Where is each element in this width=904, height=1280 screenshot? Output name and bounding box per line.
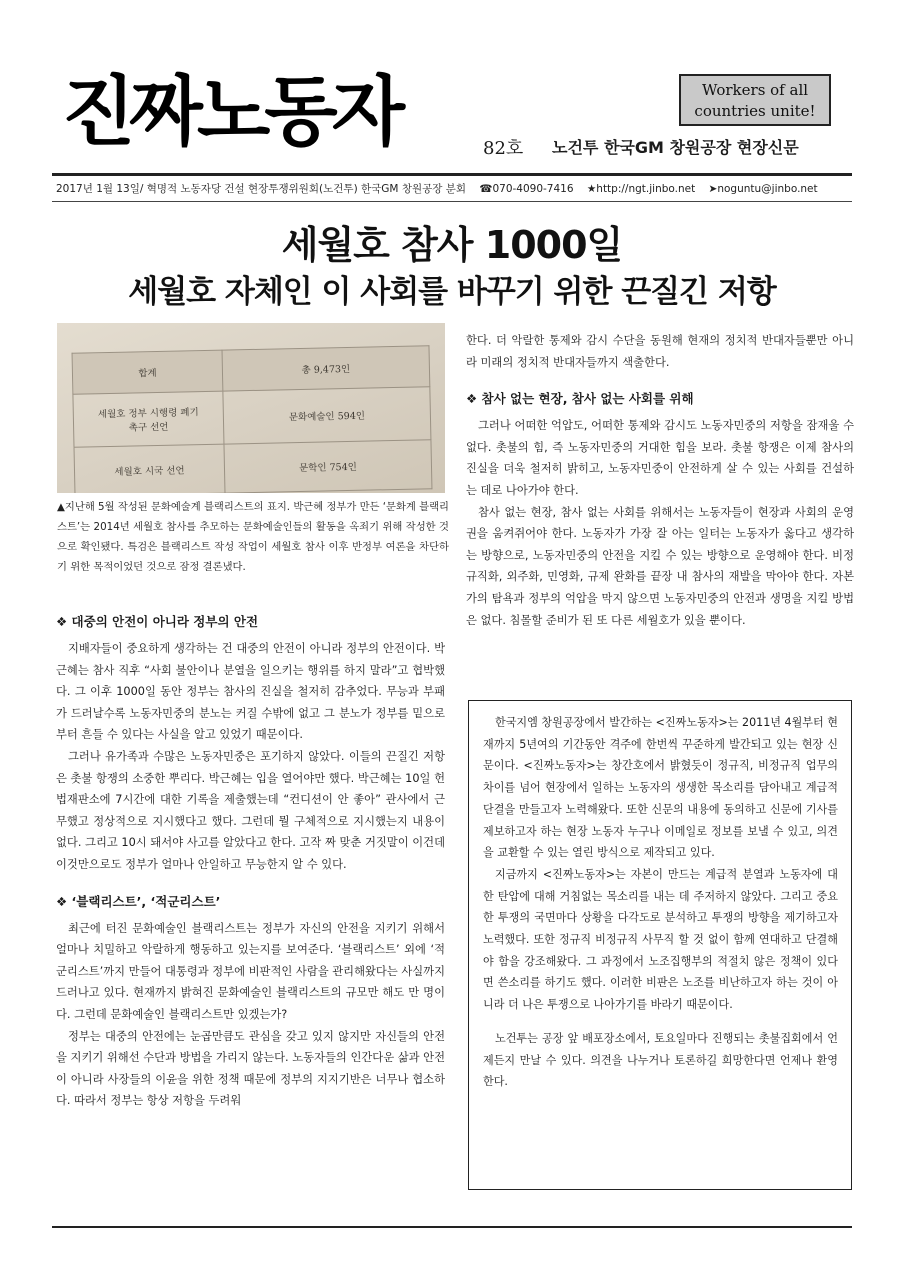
paper-name: 노건투 한국GM 창원공장 현장신문 — [552, 138, 799, 157]
paragraph: 그러나 유가족과 수많은 노동자민중은 포기하지 않았다. 이들의 끈질긴 저항은 촛불 항쟁의 소중한 뿌리다. 박근혜는 입을 열어야만 했다. 박근혜는 10일 헌법재판소에 7시간에 대한 기록을 제출했는데 “컨디션이 안 좋아” 관사에서 근무했고 정상적으로 지시했다고 했다. 그런데 뭘 구체적으로 지시했는지 내용이 없다. 그리고 10시 돼서야 사고를 알았다고 한다. 고작 짜 맞춘 거짓말이 이건데 이것만으로도 정부가 얼마나 안일하고 무능한지 알 수 있다. — [56, 749, 445, 871]
table-cell: 세월호 시국 선언 — [74, 444, 225, 493]
paragraph: 노건투는 공장 앞 배포장소에서, 토요일마다 진행되는 촛불집회에서 언제든지 만날 수 있다. 의견을 나누거나 토론하길 희망한다면 언제나 환영한다. — [483, 1031, 838, 1089]
about-notice-box — [468, 700, 852, 1190]
section-title: ❖ ‘블랙리스트’, ‘적군리스트’ — [56, 893, 221, 909]
bottom-rule — [52, 1226, 852, 1228]
email-link[interactable]: ➤noguntu@jinbo.net — [708, 183, 818, 195]
slogan-line-2: countries unite! — [694, 102, 816, 120]
info-rule — [52, 201, 852, 202]
masthead-title: 진짜노동자 — [62, 67, 400, 156]
paragraph: 지배자들이 중요하게 생각하는 건 대중의 안전이 아니라 정부의 안전이다. 박근혜는 참사 직후 “사회 불안이나 분열을 일으키는 행위를 하지 말라”고 협박했다. 그 이후 1000일 동안 정부는 참사의 진실을 철저히 감추었다. 무능과 부패가 드러날수록 노동자민중의 분노는 커질 수밖에 없고 그 분노가 정부를 밑으로부터 흔들 수 있다는 사실을 알고 있었기 때문이다. — [56, 642, 445, 742]
paragraph: 한다. 더 악랄한 통제와 감시 수단을 동원해 현재의 정치적 반대자들뿐만 아니라 미래의 정치적 반대자들까지 색출한다. — [466, 334, 854, 369]
top-rule — [52, 173, 852, 176]
section-title: ❖ 대중의 안전이 아니라 정부의 안전 — [56, 614, 259, 629]
right-column — [466, 330, 854, 631]
blacklist-photo — [57, 323, 445, 493]
blacklist-table — [72, 345, 433, 493]
website-link[interactable]: ★http://ngt.jinbo.net — [586, 183, 696, 195]
paragraph: 정부는 대중의 안전에는 눈곱만큼도 관심을 갖고 있지 않지만 자신들의 안전을 지키기 위해선 수단과 방법을 가리지 않는다. 노동자들의 인간다운 삶과 안전이 아니라 사장들의 이윤을 위한 정책 때문에 정부의 지지기반은 너무나 협소하다. 따라서 정부는 항상 저항을 두려워 — [56, 1029, 445, 1108]
subheadline: 세월호 자체인 이 사회를 바꾸기 위한 끈질긴 저항 — [128, 274, 776, 310]
paragraph: 최근에 터진 문화예술인 블랙리스트는 정부가 자신의 안전을 지키기 위해서 얼마나 치밀하고 악랄하게 행동하고 있는지를 보여준다. ‘블랙리스트’ 외에 ‘적군리스트’까지 만들어 대통령과 정부에 비판적인 사람을 관리해왔다는 사실까지 드러나고 있다. 현재까지 밝혀진 문화예술인 블랙리스트의 규모만 해도 만 명이다. 그런데 문화예술인 블랙리스트만 있겠는가? — [56, 921, 445, 1021]
table-cell: 총 9,473인 — [222, 346, 430, 391]
paragraph: 한국지엠 창원공장에서 발간하는 <진짜노동자>는 2011년 4월부터 현재까지 5년여의 기간동안 격주에 한번씩 꾸준하게 발간되고 있는 현장 신문이다. <진짜노동자>는 창간호에서 밝혔듯이 정규직, 비정규직 업무의 차이를 넘어 현장에서 일하는 노동자의 생생한 목소리를 담아내고 계급적 단결을 만들고자 노력해왔다. 또한 신문의 내용에 동의하고 신문에 기사를 제보하고자 하는 현장 노동자 누구나 이메일로 정보를 보낼 수 있고, 의견을 교환할 수 있는 열린 방식으로 제작되고 있다. — [483, 716, 838, 860]
table-cell-line: 세월호 정부 시행령 폐기 — [97, 407, 199, 421]
slogan-line-1: Workers of all — [701, 81, 809, 99]
slogan-box — [679, 74, 831, 126]
info-line — [56, 181, 856, 196]
table-cell — [73, 391, 224, 447]
date-organization: 2017년 1월 13일/ 혁명적 노동자당 건설 현장투쟁위원회(노건투) 한국GM 창원공장 분회 — [56, 183, 467, 195]
paragraph: 참사 없는 현장, 참사 없는 사회를 위해서는 노동자들이 현장과 사회의 운영권을 움켜쥐어야 한다. 노동자가 가장 잘 아는 일터는 노동자가 옳다고 생각하는 방향으로, 노동자민중의 안전을 지킬 수 있는 방향으로 운영해야 한다. 비정규직화, 외주화, 민영화, 규제 완화를 끝장 내 참사의 재발을 막아야 한다. 자본가의 탐욕과 정부의 억압을 막지 않으면 노동자민중의 안전과 생명을 지킬 방법은 없다. 침몰할 준비가 된 또 다른 세월호가 있을 뿐이다. — [466, 505, 854, 627]
paragraph: 그러나 어떠한 억압도, 어떠한 통제와 감시도 노동자민중의 저항을 잠재울 수 없다. 촛불의 힘, 즉 노동자민중의 거대한 힘을 보라. 촛불 항쟁은 이제 참사의 진실을 더욱 철저히 밝히고, 노동자민중이 안전하게 살 수 있는 사회를 건설하는 데로 나아가야 한다. — [466, 419, 854, 497]
table-cell: 문학인 754인 — [224, 440, 432, 493]
left-column — [56, 612, 445, 1112]
table-cell: 합계 — [72, 350, 223, 394]
paragraph: 지금까지 <진짜노동자>는 자본이 만드는 계급적 분열과 노동자에 대한 탄압에 대해 거침없는 목소리를 내는 데 주저하지 않았다. 그리고 중요한 투쟁의 국면마다 상황을 다각도로 분석하고 투쟁의 방향을 제기하고자 노력했다. 또한 정규직 비정규직 사무직 할 것 없이 함께 연대하고 단결해야 함을 강조해왔다. 그 과정에서 노조집행부의 적절치 않은 정책이 있다면 쓴소리를 하기도 했다. 이러한 비판은 노조를 비난하고자 하는 것이 아니라 더 나은 투쟁으로 나아가기를 바라기 때문이다. — [483, 867, 838, 1012]
section-title: ❖ 참사 없는 현장, 참사 없는 사회를 위해 — [466, 391, 694, 407]
headline: 세월호 참사 1000일 — [281, 223, 623, 267]
issue-number: 82호 — [483, 138, 524, 159]
table-cell: 문화예술인 594인 — [223, 387, 431, 444]
photo-caption: ▲지난해 5월 작성된 문화예술계 블랙리스트의 표지. 박근혜 정부가 만든 ‘문화계 블랙리스트’는 2014년 세월호 참사를 추모하는 문화예술인들의 활동을 옥죄기 위해 작성한 것으로 확인됐다. 특검은 블랙리스트 작성 작업이 세월호 참사 이후 반정부 여론을 차단하기 위한 목적이었던 것으로 잠정 결론냈다. — [57, 501, 449, 573]
phone-number: ☎070-4090-7416 — [479, 183, 574, 195]
table-cell-line: 촉구 선언 — [128, 421, 169, 434]
